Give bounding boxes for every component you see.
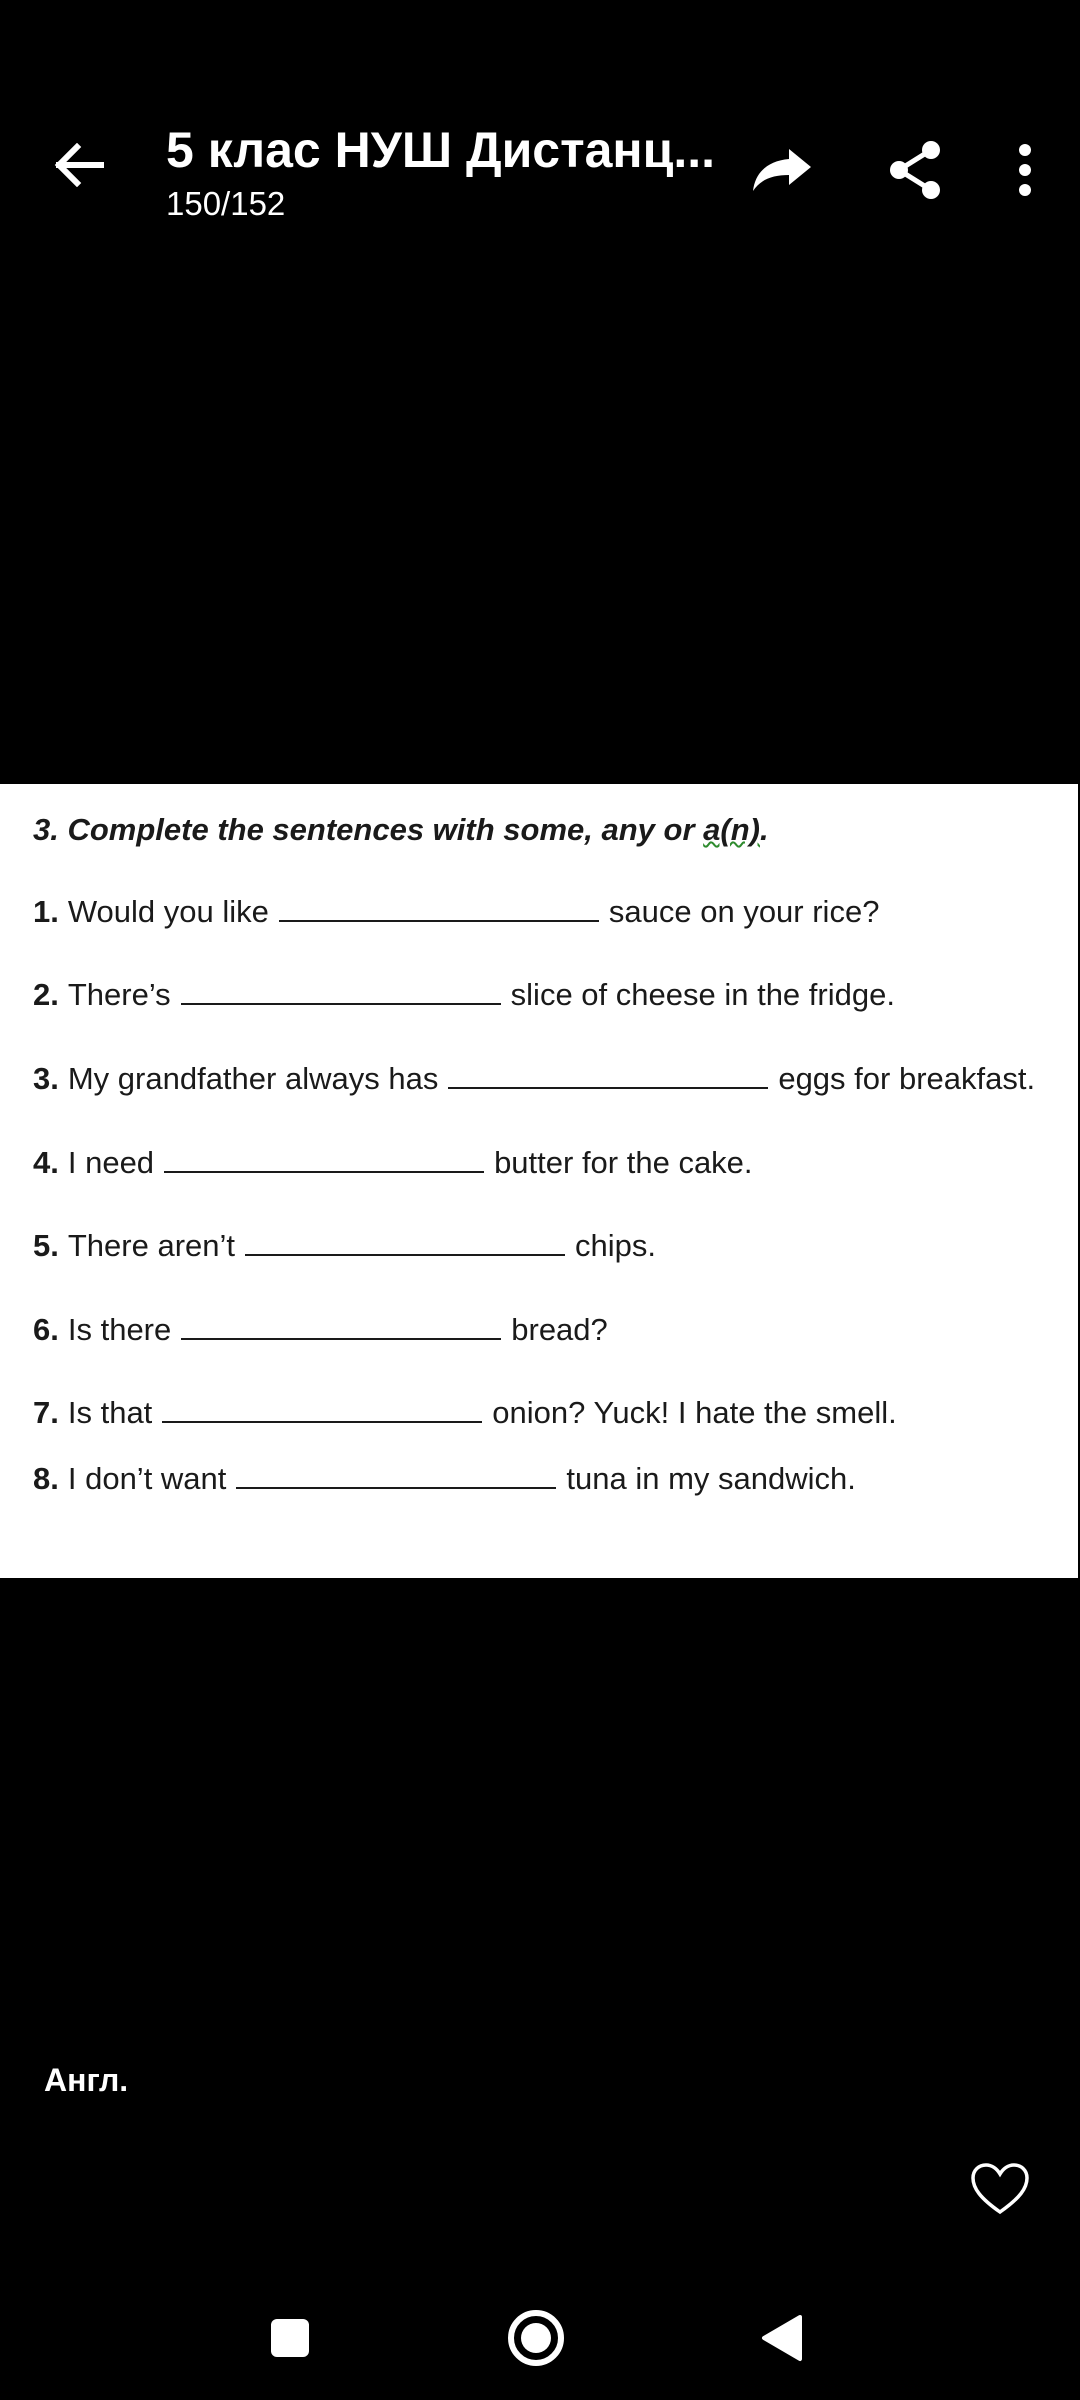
more-options-button[interactable] [985,130,1065,210]
exercise-item [33,1061,1035,1097]
item-text-before: Is that [67,1395,153,1430]
page-counter: 150/152 [166,185,286,222]
worksheet-image[interactable] [0,784,1078,1578]
item-text-before: I need [67,1145,155,1180]
exercise-item [33,894,879,930]
circle-home-icon [507,2309,565,2367]
worksheet-title-suffix: . [759,812,769,847]
item-text-after: bread? [511,1312,608,1347]
item-text-after: eggs for breakfast. [778,1061,1036,1096]
top-app-bar [0,0,1080,260]
item-number: 6. [33,1312,59,1347]
item-number: 1. [33,894,59,929]
item-text-after: tuna in my sandwich. [566,1461,856,1496]
worksheet-title-prefix: 3. Complete the sentences with some, any or [33,812,704,847]
share-icon [887,140,943,200]
exercise-item [33,1461,856,1497]
forward-arrow-icon [749,145,815,195]
item-number: 5. [33,1228,59,1263]
item-number: 4. [33,1145,59,1180]
item-number: 7. [33,1395,59,1430]
item-text-after: sauce on your rice? [608,894,880,929]
item-text-before: Would you like [67,894,269,929]
answer-blank [162,1419,482,1423]
item-text-before: There’s [67,977,171,1012]
item-text-after: butter for the cake. [494,1145,753,1180]
item-text-before: I don’t want [67,1461,227,1496]
item-number: 8. [33,1461,59,1496]
item-number: 2. [33,977,59,1012]
home-button[interactable] [496,2298,576,2378]
image-caption: Англ. [44,2062,129,2098]
item-text-after: onion? Yuck! I hate the smell. [492,1395,897,1430]
item-number: 3. [33,1061,59,1096]
exercise-item [33,1312,608,1348]
worksheet-title [33,812,769,848]
item-text-before: My grandfather always has [67,1061,439,1096]
arrow-left-icon [53,143,105,187]
item-text-after: slice of cheese in the fridge. [510,977,895,1012]
recents-button[interactable] [250,2298,330,2378]
exercise-item [33,1395,897,1431]
exercise-item [33,1228,656,1264]
answer-blank [164,1169,484,1173]
back-button[interactable] [44,130,114,200]
item-text-before: There aren’t [67,1228,235,1263]
answer-blank [181,1001,501,1005]
answer-blank [245,1252,565,1256]
square-recents-icon [269,2317,311,2359]
like-button[interactable] [970,2162,1040,2226]
share-button[interactable] [875,130,955,210]
answer-blank [236,1485,556,1489]
item-text-before: Is there [67,1312,172,1347]
exercise-item [33,977,895,1013]
worksheet-title-squiggle: a(n) [703,812,760,847]
answer-blank [448,1085,768,1089]
item-text-after: chips. [575,1228,656,1263]
answer-blank [181,1336,501,1340]
system-back-button[interactable] [742,2298,822,2378]
exercise-item [33,1145,753,1181]
heart-outline-icon [970,2162,1030,2216]
document-title: 5 клас НУШ Дистанц... [166,122,716,178]
triangle-back-icon [760,2313,804,2363]
answer-blank [279,918,599,922]
more-vert-icon [1015,142,1035,198]
system-navigation-bar [0,2270,1080,2400]
forward-button[interactable] [742,130,822,210]
